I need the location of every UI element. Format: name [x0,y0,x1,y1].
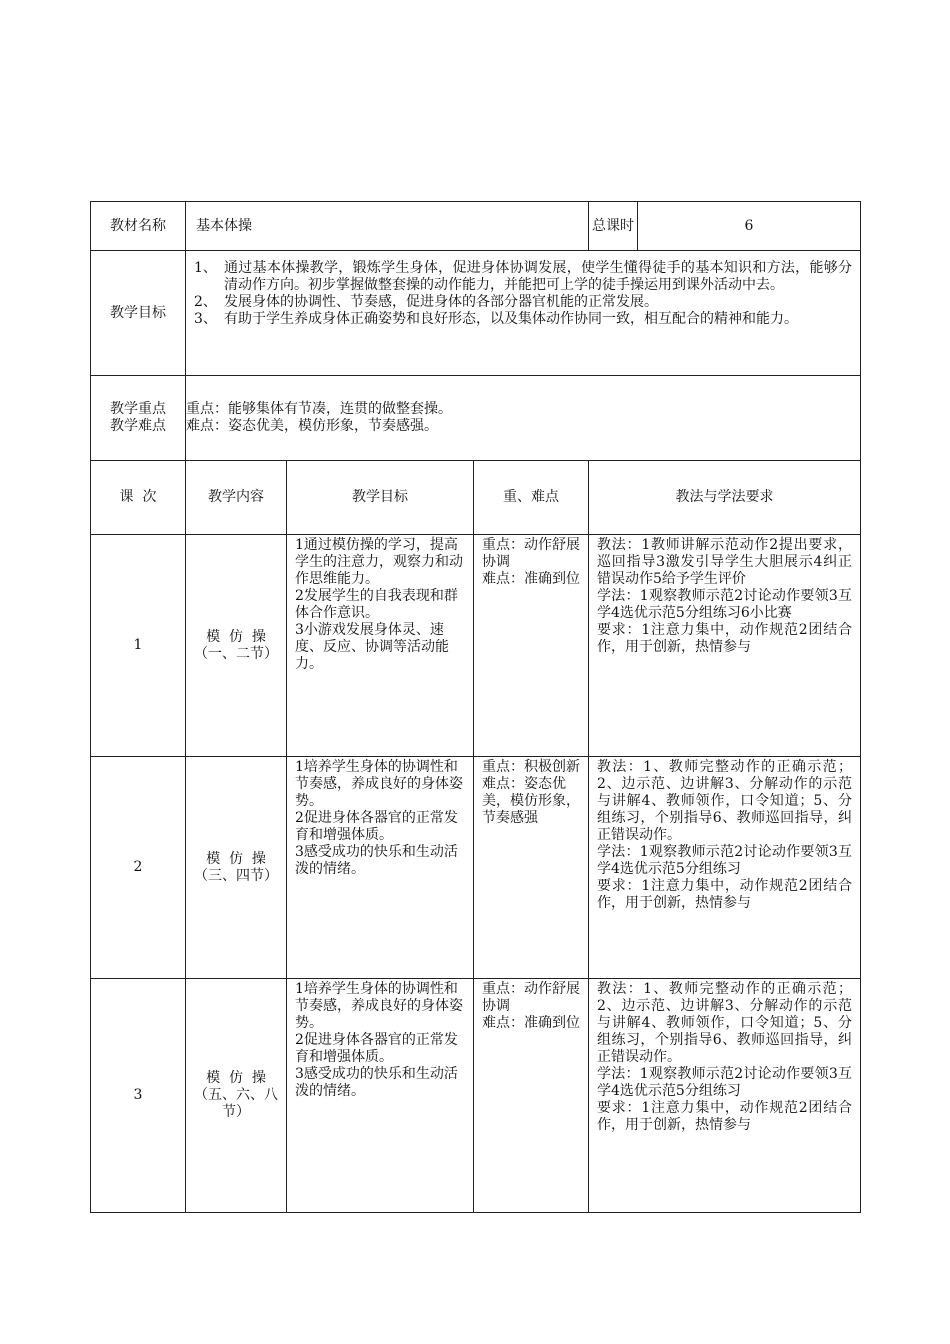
goals-row [91,251,861,376]
key-points-text [186,376,861,461]
lesson-row [91,979,861,1213]
hours-label: 总课时 [589,202,638,251]
lesson-content [186,535,287,757]
lesson-focus: 重点：动作舒展协调 难点：准确到位 [474,535,589,757]
lesson-objective: 1培养学生身体的协调性和节奏感，养成良好的身体姿势。 2促进身体各器官的正常发育和增强体质。 3感受成功的快乐和生动活泼的情绪。 [287,979,474,1213]
difficulty-label: 教学难点 [110,418,166,434]
goal-text: 通过基本体操教学，锻炼学生身体，促进身体协调发展，使学生懂得徒手的基本知识和方法，能够分清动作方向。初步掌握做整套操的动作能力，并能把可上学的徒手操运用到课外活动中去。 [224,260,852,293]
col-method: 教法与学法要求 [589,461,861,535]
col-focus: 重、难点 [474,461,589,535]
goals-label: 教学目标 [91,251,186,376]
lesson-objective: 1培养学生身体的协调性和节奏感，养成良好的身体姿势。 2促进身体各器官的正常发育和增强体质。 3感受成功的快乐和生动活泼的情绪。 [287,757,474,979]
key-points-label [91,376,186,461]
lesson-number: 1 [91,535,186,757]
key-point: 重点：能够集体有节凑，连贯的做整套操。 [186,401,452,417]
content-sections: （三、四节） [194,867,278,884]
lesson-number: 3 [91,979,186,1213]
column-header-row [91,461,861,535]
material-value: 基本体操 [186,202,589,251]
lesson-row [91,535,861,757]
lesson-method: 教法：1、教师完整动作的正确示范；2、边示范、边讲解3、分解动作的示范与讲解4、教师领作，口令知道；5、分组练习，个别指导6、教师巡回指导，纠正错误动作。 学法：1观察教师示范2讨论动作要领3互学4选优示范5分组练习 要求：1注意力集中，动作规范2团结合作，用于创新，热情参与 [589,757,861,979]
lesson-focus: 重点：积极创新 难点：姿态优美，模仿形象，节奏感强 [474,757,589,979]
goal-item [194,311,852,328]
lesson-objective: 1通过模仿操的学习，提高学生的注意力，观察力和动作思维能力。 2发展学生的自我表现和群体合作意识。 3小游戏发展身体灵、速度、反应、协调等活动能力。 [287,535,474,757]
col-objective: 教学目标 [287,461,474,535]
col-lesson: 课 次 [91,461,186,535]
lesson-content [186,757,287,979]
content-sections: （一、二节） [194,645,278,662]
goals-list [186,251,861,376]
goal-number: 3、 [194,311,217,327]
lesson-row [91,757,861,979]
goal-text: 有助于学生养成身体正确姿势和良好形态，以及集体动作协同一致，相互配合的精神和能力。 [224,311,798,327]
hours-value: 6 [638,202,861,251]
goal-text: 发展身体的协调性、节奏感，促进身体的各部分器官机能的正常发展。 [224,294,658,310]
content-sections: （五、六、八节） [194,1087,278,1120]
goal-item [194,260,852,294]
goal-number: 2、 [194,294,217,310]
lesson-number: 2 [91,757,186,979]
col-content: 教学内容 [186,461,287,535]
goal-item [194,294,852,311]
key-label: 教学重点 [110,401,166,417]
difficulty-point: 难点：姿态优美，模仿形象，节奏感强。 [186,418,438,434]
key-points-row [91,376,861,461]
goal-number: 1、 [194,260,217,276]
content-title: 模 仿 操 [206,1070,266,1086]
lesson-plan-table [90,201,861,1213]
lesson-method: 教法：1、教师完整动作的正确示范；2、边示范、边讲解3、分解动作的示范与讲解4、教师领作，口令知道；5、分组练习，个别指导6、教师巡回指导，纠正错误动作。 学法：1观察教师示范2讨论动作要领3互学4选优示范5分组练习 要求：1注意力集中，动作规范2团结合作，用于创新，热情参与 [589,979,861,1213]
content-title: 模 仿 操 [206,850,266,867]
header-row [91,202,861,251]
content-title: 模 仿 操 [206,628,266,645]
lesson-content [186,979,287,1213]
lesson-method: 教法：1教师讲解示范动作2提出要求，巡回指导3激发引导学生大胆展示4纠正错误动作5给予学生评价 学法：1观察教师示范2讨论动作要领3互学4选优示范5分组练习6小比赛 要求：1注意力集中，动作规范2团结合作，用于创新，热情参与 [589,535,861,757]
material-label: 教材名称 [91,202,186,251]
lesson-focus: 重点：动作舒展协调 难点：准确到位 [474,979,589,1213]
